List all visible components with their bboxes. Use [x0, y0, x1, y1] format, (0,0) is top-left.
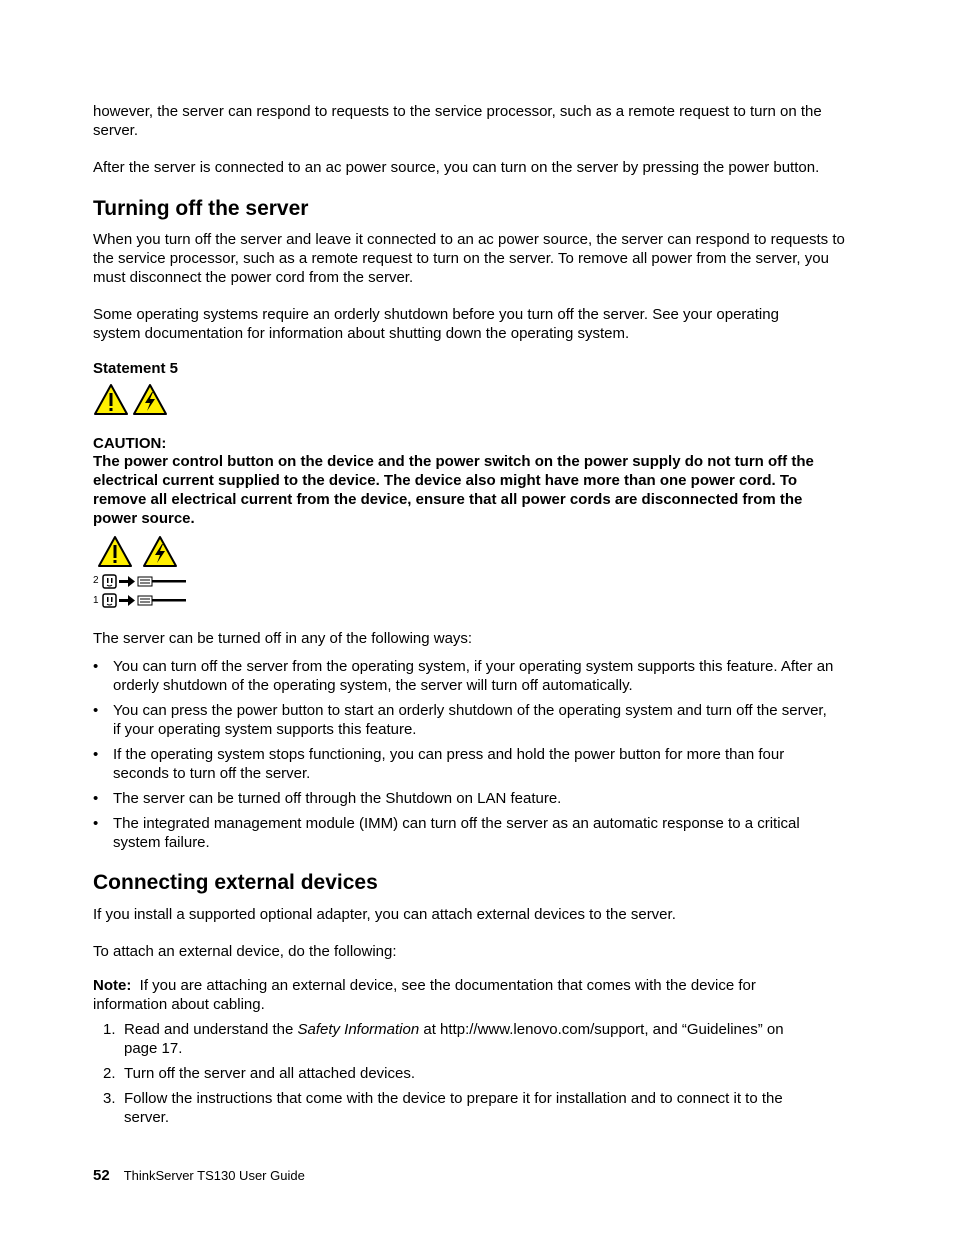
power-cord-diagram [93, 535, 193, 610]
page-footer [93, 1167, 305, 1184]
electrical-hazard-icon [134, 385, 166, 414]
section-heading-turning-off: Turning off the server [93, 197, 309, 220]
electrical-hazard-icon [144, 537, 176, 566]
ways-intro: The server can be turned off in any of the following ways: [93, 630, 473, 647]
note-text: If you are attaching an external device, see the documentation that comes with the device for information about cabling. [93, 977, 756, 1013]
cord-label-1: 1 [93, 595, 99, 606]
power-cord-icon [102, 593, 188, 609]
note-label: Note: [93, 977, 132, 994]
intro-paragraph-2: After the server is connected to an ac power source, you can turn on the server by pressing the power button. [93, 159, 820, 176]
caution-label: CAUTION: [93, 435, 167, 452]
warning-icons-group [93, 383, 173, 421]
exclamation-warning-icon [95, 385, 127, 414]
section-heading-connecting: Connecting external devices [93, 871, 378, 894]
turning-off-paragraph-1: When you turn off the server and leave it connected to an ac power source, the server can respond to requests to the service processor, such as a remote request to turn on the server. To remove all power from the server, you must disconnect the power cord from the server. [93, 231, 845, 286]
page-number: 52 [93, 1167, 110, 1184]
note [93, 976, 803, 1014]
turning-off-paragraph-2: Some operating systems require an orderly shutdown before you turn off the server. See your operating system documentation for information about shutting down the operating system. [93, 306, 779, 342]
power-cord-icon [102, 574, 188, 590]
statement-label: Statement 5 [93, 360, 179, 377]
exclamation-warning-icon [99, 537, 131, 566]
safety-information-title: Safety Information [297, 1021, 420, 1038]
document-title: ThinkServer TS130 User Guide [123, 1168, 305, 1183]
diagram-warning-triangles [96, 535, 180, 569]
warning-triangles [93, 383, 173, 417]
connecting-paragraph-1: If you install a supported optional adapter, you can attach external devices to the server. [93, 906, 676, 923]
intro-paragraph-1: however, the server can respond to requests to the service processor, such as a remote request to turn on the server. [93, 103, 822, 139]
caution-text: The power control button on the device and the power switch on the power supply do not turn off the electrical current supplied to the device. The device also might have more than one power cord. To remove all electrical current from the device, ensure that all power cords are disconnected from the power source. [93, 453, 814, 527]
connecting-paragraph-2: To attach an external device, do the following: [93, 943, 397, 960]
cord-label-2: 2 [93, 575, 99, 586]
